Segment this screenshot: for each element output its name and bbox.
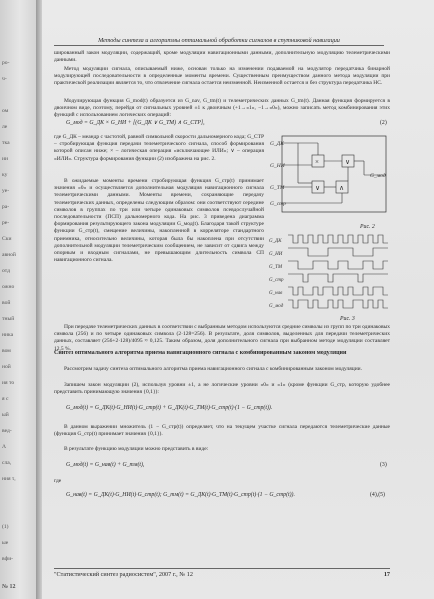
fig3-waveform [288, 261, 388, 269]
fig3-row-label: G_мод [269, 304, 284, 309]
fig3-row-label: G_НИ [269, 252, 283, 257]
spine-text-fragment: ния τ, [2, 476, 16, 482]
spine-text-fragment: тный [2, 316, 15, 322]
spine-text-fragment: ия то [2, 380, 15, 386]
formula-2: G_мод = G_ДК × G_НИ + [(G_ДК ∨ G_ТМ) ∧ G_СТР], [66, 120, 205, 126]
where-label: где [54, 478, 62, 484]
fig3-waveform [288, 300, 388, 308]
fig2-label-gni: G_НИ [270, 163, 285, 169]
transfer-paragraph: При передаче телеметрических данных в соответствии с выбранным методом используются средние символы из групп по три одинаковых символа (256) и по четыре одинаковых символа (2·128=256). В результате, доля символов, выделенных для передачи телеметрических данных, составляет (256+2·128)/4095 ≈ 0,125. Таким образом, доля дополнительного сигнала при выбранном методе модуляции составляет 12,5 %. [54, 324, 390, 352]
fig2-label-gstr: G_стр [270, 201, 286, 207]
figure-2-block-diagram [268, 133, 390, 225]
spine-text-fragment: ро- [2, 60, 10, 66]
result-paragraph: В результате функцию модуляции можно представить в виде: [64, 446, 209, 452]
equation-number-4-5: (4),(5) [370, 492, 385, 498]
fig3-row-label: G_стр [269, 278, 284, 283]
fig3-waveform [288, 235, 388, 243]
fig3-row-label: G_ТМ [269, 265, 283, 270]
spine-text-fragment: Ски [2, 236, 12, 242]
spine-text-fragment: вед- [2, 428, 12, 434]
spine-text-fragment: ра- [2, 204, 10, 210]
spine-text-fragment: ч- [2, 76, 7, 82]
fig3-waveform [288, 248, 388, 256]
spine-text-fragment: сла, [2, 460, 12, 466]
spine-text-fragment: Λ [2, 444, 7, 450]
journal-title: "Статистический синтез радиосистем", 2007 г., № 12 [54, 571, 193, 578]
spine-text-fragment: ии [2, 156, 8, 162]
spine-text-fragment: ника [2, 332, 14, 338]
fig2-label-gtm: G_ТМ [270, 185, 285, 191]
spine-text-fragment: ом [2, 108, 9, 114]
fig3-waveform [288, 274, 388, 282]
spine-text-fragment: вой [2, 300, 11, 306]
spine-text-fragment: ый [2, 412, 9, 418]
spine-text-fragment: ожно [2, 284, 15, 290]
spine-text-fragment: ые [2, 540, 9, 546]
spine-text-fragment: вфи- [2, 556, 14, 562]
spine-text-fragment: ку [2, 172, 8, 178]
svg-text:×: × [315, 158, 319, 166]
where-paragraph: где G_ДК – меандр с частотой, равной символьной скорости дальномерного кода; G_СТР – стробирующая функция передачи телеметрического сигнала, способ формирования которой описан ниже; × – логическая операция «исключающее ИЛИ»; ∨ – операция «ИЛИ». Структура формирования функции (2) изображена на рис. 2. [54, 134, 265, 162]
equation-number-3: (3) [380, 462, 387, 468]
spine-text-fragment: авной [2, 252, 16, 258]
intro-paragraph: шированный закон модуляции, содержащий, кроме модуляции навигационными данными, дополнительную модуляцию телеметрическими данными. [54, 50, 390, 64]
svg-text:∧: ∧ [339, 184, 345, 192]
spine-text-fragment: вом [2, 348, 11, 354]
section-heading: Синтез оптимального алгоритма приема навигационного сигнала с комбинированным законом модуляции [54, 350, 347, 356]
fig3-waveform [288, 287, 388, 295]
spine-text-fragment: уе- [2, 188, 10, 194]
fig2-label-gdk: G_ДК [270, 141, 284, 147]
spine-text-fragment: ной [2, 364, 11, 370]
equation-number-2: (2) [380, 120, 387, 126]
formula-3: G_мод(t) = G_нав(t) + G_тм(t), [66, 462, 145, 468]
figure-2-caption: Рис. 2 [360, 224, 375, 230]
spine-text-fragment: отд [2, 268, 10, 274]
svg-text:∨: ∨ [345, 158, 351, 166]
spine-text-fragment: тка [2, 140, 10, 146]
fig3-row-label: G_нав [269, 291, 283, 296]
running-header: Методы синтеза и алгоритмы оптимальной обработки сигналов в спутниковой навигации [54, 37, 384, 46]
multiplier-paragraph: В данном выражении множитель (1 − G_стр(t)) определяет, что на текущем участке сигнала передаются телеметрические данные (функция G_стр(t) принимает значения {0,1}). [54, 424, 390, 438]
figure-3-timing-diagram [268, 232, 390, 314]
previous-page-number: № 12 [2, 584, 16, 590]
task-paragraph: Рассмотрим задачу синтеза оптимального алгоритма приема навигационного сигнала с комбинированным законом модуляции. [64, 366, 362, 372]
method-paragraph: Метод модуляции сигнала, описываемый ниже, основан только на изменении подаваемой на модулятор передатчика бинарной модулирующей последовательности в определенные моменты времени. Существенным преимуществом данного метода модуляции при практической реализации является то, что отвлечение сигнала остается неизменной. Неизменной остается и без структура передатчика НС. [54, 66, 390, 87]
fig3-row-label: G_ДК [269, 239, 282, 244]
page-number: 17 [383, 571, 390, 578]
write-paragraph: Запишем закон модуляции (2), используя уровни ±1, а не логические уровни «0» и «1» (кроме функции G_стр, которую удобнее представить принимающую значения {0,1}): [54, 382, 390, 396]
spine-text-fragment: (1) [2, 524, 9, 530]
svg-text:∨: ∨ [315, 184, 321, 192]
spine-text-fragment: ле [2, 124, 8, 130]
function-paragraph: Модулирующая функция G_mod(t) образуется из G_nav, G_tm(t) и телеметрических данных G_tm(t). Данная функция формируется в двоичном виде, поэтому, перейдя от сигнальных уровней ±1 к двоичным (+1→«1», −1→«0»), можно записать метод комбинирования этих функций с использованием логических операций: [54, 98, 390, 119]
strobe-paragraph: В ожидаемые моменты времени стробирующая функция G_стр(t) принимает значения «0» и осуществляется дополнительная модуляция навигационного сигнала телеметрическими данными. Моменты времени, сохраняющие передачу телеметрических данных, определены следующим образом: они соответствуют середине символов в группах по три или четыре одинаковых символов псевдослучайной последовательности (ПСП) дальномерного кода. На рис. 3 приведена диаграмма формирования результирующего закона модуляции G_мод(t). Благодаря такой структуре функции G_стр(t), смещение величины, накопленной в корреляторе стандартного приемника, относительно величины, которая была бы накоплена при отсутствии дополнительной модуляции телеметрическим сообщением, не зависит от сдвига между опорным и входным сигналами, не превышающим длительность символа СП навигационного сигнала. [54, 178, 264, 264]
formula-4-5: G_нав(t) = G_ДК(t)·G_НИ(t)·G_стр(t); G_тм(t) = G_ДК(t)·G_ТМ(t)·G_стр(t)·(1 − G_стр(t)). [66, 492, 295, 498]
page-footer [54, 568, 390, 578]
formula-main: G_мод(t) = G_ДК(t)·G_НИ(t)·G_стр(t) + G_ДК(t)·G_ТМ(t)·G_стр(t)·(1 − G_стр(t)). [66, 405, 273, 411]
spine-text-fragment: я с [2, 396, 9, 402]
spine-text-fragment: ре- [2, 220, 10, 226]
previous-page-edge [0, 0, 36, 599]
fig2-label-gmod: G_мод [370, 173, 386, 179]
figure-3-caption: Рис. 3 [340, 316, 355, 322]
